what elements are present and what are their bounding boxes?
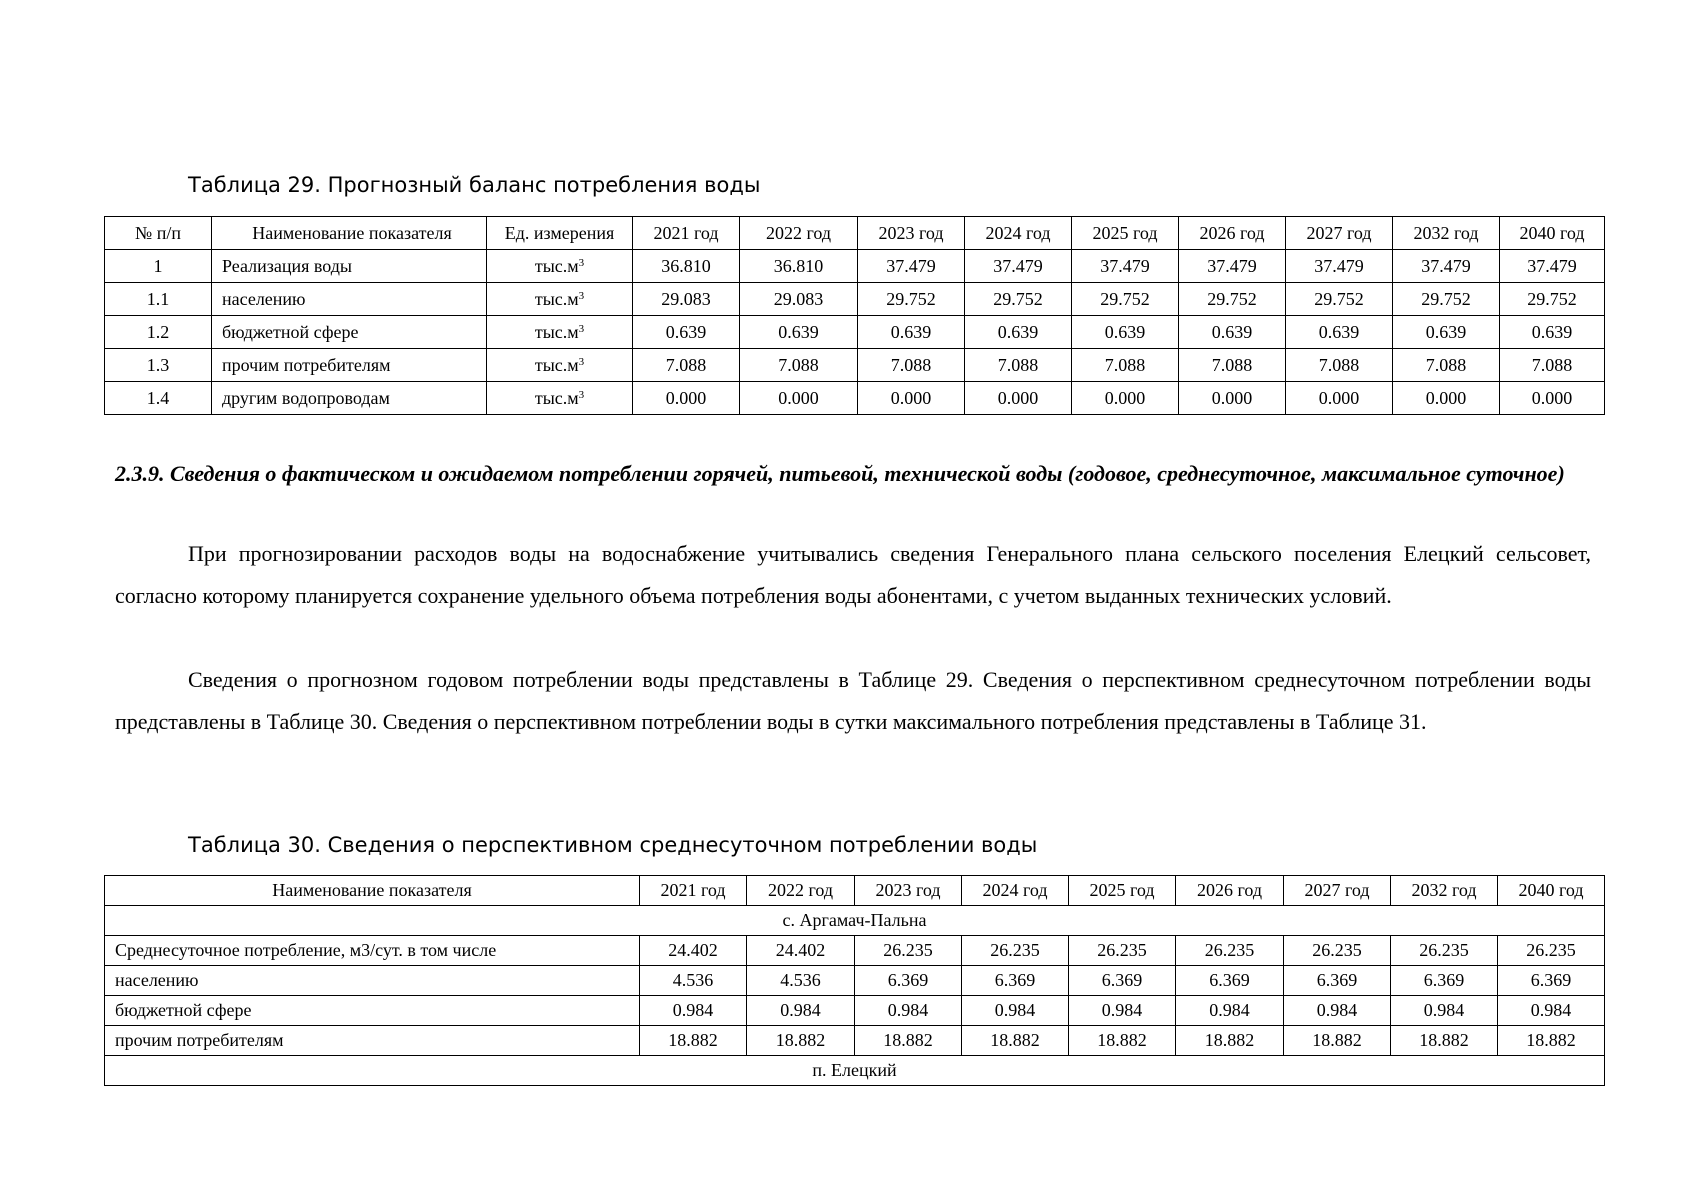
value-cell: 37.479: [1286, 250, 1393, 283]
col-header-year: 2025 год: [1069, 876, 1176, 906]
table-row: [105, 936, 1605, 966]
value-cell: 0.639: [858, 316, 965, 349]
value-cell: 29.083: [740, 283, 858, 316]
value-cell: 0.639: [740, 316, 858, 349]
value-cell: 6.369: [1284, 966, 1391, 996]
value-cell: 7.088: [1072, 349, 1179, 382]
table-row: [105, 382, 1605, 415]
col-header-year: 2040 год: [1498, 876, 1605, 906]
value-cell: 0.639: [1179, 316, 1286, 349]
value-cell: 29.752: [1072, 283, 1179, 316]
col-header-number: № п/п: [105, 217, 212, 250]
group-row: [105, 906, 1605, 936]
col-header-indicator: Наименование показателя: [105, 876, 640, 906]
value-cell: 37.479: [858, 250, 965, 283]
row-indicator: Реализация воды: [212, 250, 487, 283]
value-cell: 0.639: [633, 316, 740, 349]
value-cell: 26.235: [1069, 936, 1176, 966]
col-header-year: 2022 год: [747, 876, 855, 906]
value-cell: 0.639: [1286, 316, 1393, 349]
value-cell: 0.984: [640, 996, 747, 1026]
value-cell: 7.088: [858, 349, 965, 382]
table-row: [105, 250, 1605, 283]
row-unit: [487, 382, 633, 415]
value-cell: 29.752: [858, 283, 965, 316]
paragraph: Сведения о прогнозном годовом потреблении воды представлены в Таблице 29. Сведения о перспективном среднесуточном потреблении воды представлены в Таблице 30. Сведения о перспективном потреблении воды в сутки максимального потребления представлены в Таблице 31.: [115, 667, 1591, 734]
row-indicator: населению: [212, 283, 487, 316]
value-cell: 0.984: [855, 996, 962, 1026]
value-cell: 29.083: [633, 283, 740, 316]
value-cell: 0.000: [965, 382, 1072, 415]
value-cell: 29.752: [1286, 283, 1393, 316]
value-cell: 4.536: [640, 966, 747, 996]
value-cell: 0.639: [1500, 316, 1605, 349]
unit-base: тыс.м: [534, 288, 579, 309]
col-header-year: 2024 год: [965, 217, 1072, 250]
value-cell: 18.882: [962, 1026, 1069, 1056]
row-unit: [487, 283, 633, 316]
value-cell: 7.088: [1393, 349, 1500, 382]
value-cell: 7.088: [1500, 349, 1605, 382]
value-cell: 24.402: [640, 936, 747, 966]
value-cell: 29.752: [1500, 283, 1605, 316]
col-header-year: 2027 год: [1284, 876, 1391, 906]
table-row: [105, 1026, 1605, 1056]
unit-superscript: 3: [578, 256, 585, 269]
unit-base: тыс.м: [534, 387, 579, 408]
value-cell: 7.088: [740, 349, 858, 382]
value-cell: 37.479: [965, 250, 1072, 283]
col-header-year: 2021 год: [640, 876, 747, 906]
row-indicator: другим водопроводам: [212, 382, 487, 415]
value-cell: 0.639: [965, 316, 1072, 349]
row-indicator: Среднесуточное потребление, м3/сут. в том числе: [105, 936, 640, 966]
table-29-caption: Таблица 29. Прогнозный баланс потребления воды: [188, 173, 761, 197]
table-30-caption: Таблица 30. Сведения о перспективном среднесуточном потреблении воды: [188, 833, 1038, 857]
value-cell: 6.369: [855, 966, 962, 996]
col-header-year: 2024 год: [962, 876, 1069, 906]
value-cell: 24.402: [747, 936, 855, 966]
col-header-year: 2026 год: [1179, 217, 1286, 250]
col-header-year: 2023 год: [858, 217, 965, 250]
unit-superscript: 3: [578, 322, 585, 335]
value-cell: 37.479: [1393, 250, 1500, 283]
value-cell: 0.639: [1072, 316, 1179, 349]
section-heading: 2.3.9. Сведения о фактическом и ожидаемом потреблении горячей, питьевой, технической воды (годовое, среднесуточное, максимальное суточное): [115, 461, 1565, 486]
row-indicator: бюджетной сфере: [105, 996, 640, 1026]
value-cell: 6.369: [1391, 966, 1498, 996]
value-cell: 18.882: [1498, 1026, 1605, 1056]
value-cell: 0.639: [1393, 316, 1500, 349]
value-cell: 0.000: [740, 382, 858, 415]
col-header-year: 2032 год: [1393, 217, 1500, 250]
value-cell: 37.479: [1179, 250, 1286, 283]
unit-base: тыс.м: [534, 354, 579, 375]
row-number: 1.1: [105, 283, 212, 316]
unit-superscript: 3: [578, 289, 585, 302]
value-cell: 26.235: [1498, 936, 1605, 966]
col-header-year: 2025 год: [1072, 217, 1179, 250]
row-unit: [487, 250, 633, 283]
group-label: п. Елецкий: [105, 1056, 1605, 1086]
col-header-unit: Ед. измерения: [487, 217, 633, 250]
value-cell: 36.810: [633, 250, 740, 283]
value-cell: 7.088: [1286, 349, 1393, 382]
value-cell: 6.369: [1176, 966, 1284, 996]
value-cell: 37.479: [1072, 250, 1179, 283]
value-cell: 18.882: [1069, 1026, 1176, 1056]
col-header-year: 2032 год: [1391, 876, 1498, 906]
value-cell: 0.000: [1500, 382, 1605, 415]
group-label: с. Аргамач-Пальна: [105, 906, 1605, 936]
unit-superscript: 3: [578, 388, 585, 401]
value-cell: 18.882: [640, 1026, 747, 1056]
value-cell: 0.000: [1286, 382, 1393, 415]
value-cell: 0.984: [1498, 996, 1605, 1026]
row-indicator: прочим потребителям: [105, 1026, 640, 1056]
col-header-year: 2023 год: [855, 876, 962, 906]
value-cell: 6.369: [1498, 966, 1605, 996]
table-row: [105, 316, 1605, 349]
value-cell: 26.235: [962, 936, 1069, 966]
value-cell: 26.235: [1391, 936, 1498, 966]
value-cell: 7.088: [1179, 349, 1286, 382]
value-cell: 0.984: [962, 996, 1069, 1026]
row-number: 1.2: [105, 316, 212, 349]
value-cell: 29.752: [965, 283, 1072, 316]
row-number: 1.3: [105, 349, 212, 382]
unit-base: тыс.м: [534, 321, 579, 342]
value-cell: 18.882: [1176, 1026, 1284, 1056]
row-number: 1: [105, 250, 212, 283]
value-cell: 0.984: [747, 996, 855, 1026]
row-unit: [487, 316, 633, 349]
table-29-header-row: [105, 217, 1605, 250]
row-indicator: прочим потребителям: [212, 349, 487, 382]
value-cell: 18.882: [747, 1026, 855, 1056]
col-header-year: 2040 год: [1500, 217, 1605, 250]
value-cell: 29.752: [1179, 283, 1286, 316]
value-cell: 18.882: [1284, 1026, 1391, 1056]
row-indicator: населению: [105, 966, 640, 996]
value-cell: 6.369: [962, 966, 1069, 996]
value-cell: 6.369: [1069, 966, 1176, 996]
value-cell: 18.882: [855, 1026, 962, 1056]
value-cell: 4.536: [747, 966, 855, 996]
table-30: [104, 875, 1605, 1086]
table-row: [105, 966, 1605, 996]
paragraph: При прогнозировании расходов воды на водоснабжение учитывались сведения Генерального плана сельского поселения Елецкий сельсовет, согласно которому планируется сохранение удельного объема потребления воды абонентами, с учетом выданных технических условий.: [115, 541, 1591, 608]
table-29: [104, 216, 1605, 415]
row-unit: [487, 349, 633, 382]
value-cell: 0.000: [1072, 382, 1179, 415]
group-row: [105, 1056, 1605, 1086]
row-number: 1.4: [105, 382, 212, 415]
table-row: [105, 996, 1605, 1026]
value-cell: 29.752: [1393, 283, 1500, 316]
value-cell: 26.235: [855, 936, 962, 966]
value-cell: 0.000: [1179, 382, 1286, 415]
unit-base: тыс.м: [534, 255, 579, 276]
table-row: [105, 283, 1605, 316]
col-header-year: 2021 год: [633, 217, 740, 250]
col-header-indicator: Наименование показателя: [212, 217, 487, 250]
value-cell: 0.984: [1069, 996, 1176, 1026]
value-cell: 0.000: [858, 382, 965, 415]
value-cell: 26.235: [1284, 936, 1391, 966]
value-cell: 18.882: [1391, 1026, 1498, 1056]
value-cell: 0.984: [1176, 996, 1284, 1026]
table-29-body: [105, 250, 1605, 415]
value-cell: 0.000: [1393, 382, 1500, 415]
row-indicator: бюджетной сфере: [212, 316, 487, 349]
col-header-year: 2027 год: [1286, 217, 1393, 250]
unit-superscript: 3: [578, 355, 585, 368]
table-row: [105, 349, 1605, 382]
col-header-year: 2026 год: [1176, 876, 1284, 906]
value-cell: 0.984: [1391, 996, 1498, 1026]
value-cell: 0.984: [1284, 996, 1391, 1026]
value-cell: 37.479: [1500, 250, 1605, 283]
table-30-body: [105, 906, 1605, 1086]
col-header-year: 2022 год: [740, 217, 858, 250]
value-cell: 26.235: [1176, 936, 1284, 966]
value-cell: 7.088: [633, 349, 740, 382]
value-cell: 7.088: [965, 349, 1072, 382]
value-cell: 36.810: [740, 250, 858, 283]
value-cell: 0.000: [633, 382, 740, 415]
table-30-header-row: [105, 876, 1605, 906]
